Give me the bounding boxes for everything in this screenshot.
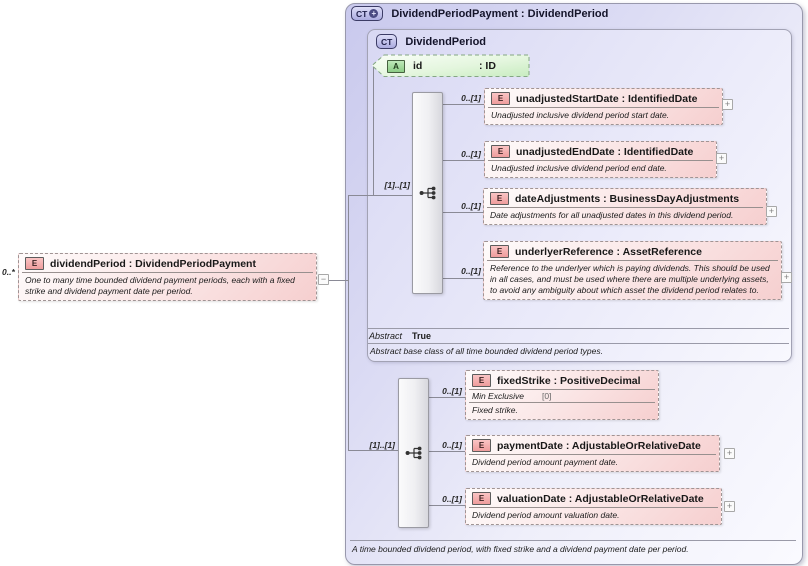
element-icon: E — [490, 245, 509, 258]
element-icon: E — [490, 192, 509, 205]
element-title-row — [485, 89, 722, 107]
cardinality-label: [1]..[1] — [384, 180, 410, 190]
element-doc: Unadjusted inclusive dividend period end date. — [491, 163, 667, 173]
ct-label: CT — [381, 36, 393, 47]
cardinality-label: 0..[1] — [461, 201, 481, 211]
cardinality-label: 0..[1] — [442, 386, 462, 396]
sequence-compositor[interactable] — [398, 378, 429, 528]
cardinality-label: 0..[1] — [461, 149, 481, 159]
attribute-box-id[interactable] — [371, 54, 531, 78]
element-icon: E — [472, 374, 491, 387]
cardinality-label: 0..[1] — [442, 440, 462, 450]
connector-line — [443, 160, 484, 161]
divider — [368, 328, 789, 329]
element-icon: E — [491, 92, 510, 105]
element-title-row — [485, 142, 716, 160]
element-title-row — [466, 489, 721, 507]
connector-line — [373, 66, 374, 195]
connector-line — [348, 195, 412, 196]
element-box-unadjustedEndDate[interactable] — [484, 141, 717, 178]
element-icon: E — [472, 492, 491, 505]
base-type-title: DividendPeriod — [405, 35, 487, 48]
connector-line — [429, 397, 465, 398]
element-title-row — [466, 436, 719, 454]
cardinality-label: 0..[1] — [461, 93, 481, 103]
element-name: dividendPeriod : DividendPeriodPayment — [50, 257, 256, 270]
element-box-dateAdjustments[interactable] — [483, 188, 767, 225]
attribute-type: : ID — [479, 60, 496, 72]
element-title-row — [19, 254, 316, 272]
element-box-paymentDate[interactable] — [465, 435, 720, 472]
collapse-toggle[interactable]: − — [318, 274, 329, 285]
cardinality-label: 0..[1] — [461, 266, 481, 276]
element-doc: One to many time bounded dividend payment periods, each with a fixed strike and dividend payment date per period. — [25, 275, 295, 296]
connector-line — [429, 505, 465, 506]
complextype-extension-icon — [351, 6, 383, 21]
connector-line — [443, 278, 483, 279]
divider — [368, 343, 789, 344]
expand-toggle[interactable]: + — [716, 153, 727, 164]
element-title-row — [484, 189, 766, 207]
element-name: paymentDate : AdjustableOrRelativeDate — [497, 439, 701, 452]
attribute-icon: A — [387, 60, 405, 73]
connector-line — [443, 104, 484, 105]
expand-toggle[interactable]: + — [724, 448, 735, 459]
expand-toggle[interactable]: + — [724, 501, 735, 512]
main-type-title: DividendPeriodPayment : DividendPeriod — [391, 7, 609, 20]
element-title-row — [466, 371, 658, 389]
element-doc: Fixed strike. — [472, 405, 518, 415]
element-doc: Reference to the underlyer which is paying dividends. This should be used in all cases, and must be used where there are multiple underlying assets, to avoid any ambiguity about which asset the dividend period relates to. — [490, 263, 770, 295]
connector-line — [443, 212, 483, 213]
complextype-icon — [376, 34, 397, 49]
element-icon: E — [25, 257, 44, 270]
connector-line — [429, 451, 465, 452]
cardinality-label: [1]..[1] — [369, 440, 395, 450]
element-name: valuationDate : AdjustableOrRelativeDate — [497, 492, 704, 505]
cardinality-label: 0..* — [2, 267, 15, 277]
attribute-name: id — [413, 60, 423, 72]
plus-circle-icon: + — [369, 9, 378, 18]
facet-row — [466, 390, 658, 402]
abstract-property-label: Abstract — [369, 331, 403, 341]
element-name: fixedStrike : PositiveDecimal — [497, 374, 641, 387]
element-doc: Dividend period amount payment date. — [472, 457, 619, 467]
element-box-unadjustedStartDate[interactable] — [484, 88, 723, 125]
element-doc: Dividend period amount valuation date. — [472, 510, 620, 520]
element-box-dividendPeriod[interactable] — [18, 253, 317, 301]
sequence-icon — [419, 186, 437, 201]
element-doc: Date adjustments for all unadjusted dates in this dividend period. — [490, 210, 734, 220]
ct-label: CT — [356, 8, 368, 19]
connector-line — [329, 280, 349, 281]
element-box-fixedStrike[interactable] — [465, 370, 659, 420]
facet-label: Min Exclusive — [472, 391, 524, 401]
expand-toggle[interactable]: + — [781, 272, 792, 283]
element-icon: E — [491, 145, 510, 158]
sequence-compositor[interactable] — [412, 92, 443, 294]
element-doc: Unadjusted inclusive dividend period start date. — [491, 110, 670, 120]
divider — [350, 540, 796, 541]
element-box-valuationDate[interactable] — [465, 488, 722, 525]
connector-line — [348, 450, 398, 451]
main-type-doc: A time bounded dividend period, with fixed strike and a dividend payment date per period. — [352, 544, 689, 554]
connector-line — [348, 195, 349, 451]
cardinality-label: 0..[1] — [442, 494, 462, 504]
element-name: unadjustedEndDate : IdentifiedDate — [516, 145, 694, 158]
attribute-content — [387, 54, 531, 78]
expand-toggle[interactable]: + — [766, 206, 777, 217]
main-type-header — [351, 6, 608, 21]
sequence-icon — [405, 446, 423, 461]
base-type-doc: Abstract base class of all time bounded dividend period types. — [370, 346, 603, 356]
element-name: dateAdjustments : BusinessDayAdjustments — [515, 192, 740, 205]
facet-value: [0] — [541, 391, 552, 401]
element-name: unadjustedStartDate : IdentifiedDate — [516, 92, 698, 105]
abstract-property-value: True — [412, 331, 432, 341]
element-title-row — [484, 242, 781, 260]
element-box-underlyerReference[interactable] — [483, 241, 782, 300]
element-name: underlyerReference : AssetReference — [515, 245, 702, 258]
expand-toggle[interactable]: + — [722, 99, 733, 110]
element-icon: E — [472, 439, 491, 452]
base-type-header — [376, 34, 486, 49]
